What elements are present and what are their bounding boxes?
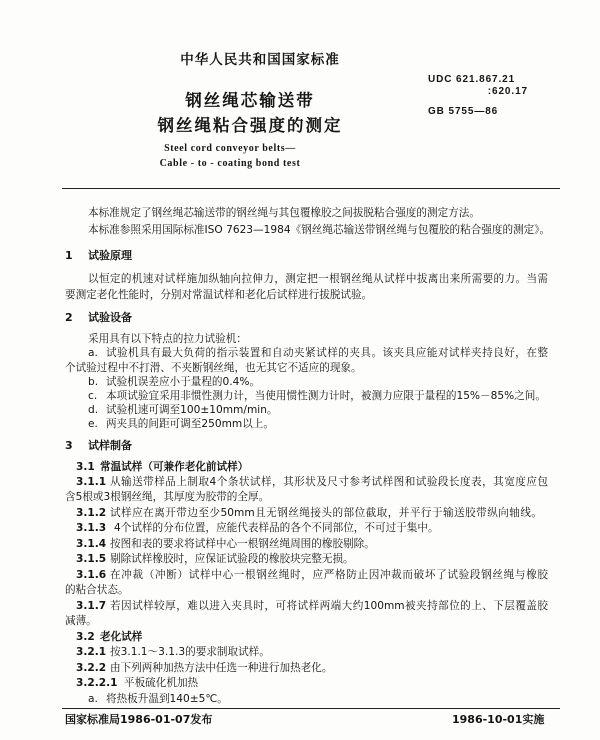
intro-paragraph-2: 本标准参照采用国际标准ISO 7623—1984《钢丝绳芯输送带钢丝绳与包覆胶的粘合强度的测定》。 [88,224,551,236]
list-item-text: 试验机速可调至100±10mm/min。 [106,404,278,416]
title-en-line-2: Cable - to - coating bond test [159,158,301,169]
clause-text: 含5根或3根钢丝绳，其厚度为胶带的全厚。 [65,491,270,503]
udc-code: UDC 621.867.21 [428,74,516,85]
section-1-heading: 试验原理 [88,249,132,262]
clause-number: 3.1.3 [76,522,107,534]
list-item-marker: c. [88,390,98,402]
list-item-text: 两夹具的间距可调至250mm以上。 [106,418,274,430]
list-item-text: 试验机具有最大负荷的指示装置和自动夹紧试样的夹具。该夹具应能对试样夹持良好，在整 [106,347,548,359]
section-1-number: 1 [65,249,73,262]
clause-text: 由下列两种加热方法中任选一种进行加热老化。 [110,662,333,674]
effective-date: 1986-10-01实施 [452,713,545,726]
header-divider [62,188,560,189]
clause-number: 3.1.1 [76,476,107,488]
title-en-line-1: Steel cord conveyor belts— [164,143,296,154]
title-cn-line-1: 钢丝绳芯输送带 [185,91,315,110]
clause-number: 3.2.2 [76,662,107,674]
issuer-title: 中华人民共和国国家标准 [180,52,340,68]
clause-text: 的粘合状态。 [65,584,129,596]
list-item-marker: a. [88,347,98,359]
clause-text: 平板硫化机加热 [124,677,199,689]
list-item-marker: b. [88,376,99,388]
list-item-text: 本项试验宜采用非惯性测力计，当使用惯性测力计时，被测力应限于量程的15%－85%之间。 [106,390,546,402]
clause-number: 3.1.4 [76,538,107,550]
list-item-marker: a. [88,693,98,705]
clause-number: 3.2.1 [76,646,107,658]
clause-text: 在冲裁（冲断）试样中心一根钢丝绳时，应严格防止因冲裁而破坏了试验段钢丝绳与橡胶 [110,569,548,581]
clause-number: 3.1.6 [76,569,107,581]
subsection-3-2-heading: 老化试样 [100,631,143,643]
udc-subcode: :620.17 [487,86,528,97]
section-1-line: 以恒定的机速对试样施加纵轴向拉伸力，测定把一根钢丝绳从试样中拔离出来所需要的力。当需 [88,273,548,285]
clause-text: 按3.1.1～3.1.3的要求制取试样。 [110,646,270,658]
clause-number: 3.1.5 [76,553,107,565]
clause-text: 若因试样较厚，难以进入夹具时，可将试样两端大约100mm被夹持部位的上、下层覆盖胶 [110,600,548,612]
intro-paragraph-1: 本标准规定了钢丝绳芯输送带的钢丝绳与其包覆橡胶之间拔脱粘合强度的测定方法。 [88,207,480,219]
section-3-number: 3 [65,439,73,452]
clause-number: 3.2.2.1 [76,677,118,689]
clause-number: 3.1.7 [76,600,107,612]
issue-date: 国家标准局1986-01-07发布 [65,713,213,726]
clause-number: 3.1.2 [76,507,107,519]
list-item-text: 将热板升温到140±5℃。 [106,693,228,705]
clause-text: 减薄。 [65,615,97,627]
list-item-text: 个试验过程中不打滑、不夹断钢丝绳，也无其它不适应的现象。 [65,362,362,374]
clause-text: 4个试样的分布位置，应能代表样品的各个不同部位，不可过于集中。 [114,522,439,534]
subsection-3-1-heading: 常温试样（可兼作老化前试样） [100,461,249,473]
section-2-lead: 采用具有以下特点的拉力试验机： [88,333,247,345]
footer-divider [62,708,560,709]
subsection-3-2-number: 3.2 [76,631,95,643]
section-3-heading: 试样制备 [88,439,132,452]
subsection-3-1-number: 3.1 [76,461,95,473]
section-2-heading: 试验设备 [88,311,132,324]
gb-number: GB 5755—86 [428,106,499,117]
section-1-line: 要测定老化性能时，分别对常温试样和老化后试样进行拔脱试验。 [65,289,373,301]
clause-text: 剔除试样橡胶时，应保证试验段的橡胶块完整无损。 [110,553,354,565]
list-item-marker: e. [88,418,98,430]
title-cn-line-2: 钢丝绳粘合强度的测定 [157,116,343,135]
list-item-marker: d. [88,404,99,416]
clause-text: 按图和表的要求将试样中心一根钢丝绳周围的橡胶剔除。 [110,538,375,550]
list-item-text: 试验机误差应小于量程的0.4%。 [106,376,261,388]
clause-text: 从输送带样品上制取4个条状试样，其形状及尺寸参考试样图和试验段长度表，其宽度应包 [110,476,548,488]
clause-text: 试样应在离开带边至少50mm且无钢丝绳接头的部位截取，并平行于输送胶带纵向轴线。 [110,507,542,519]
section-2-number: 2 [65,311,73,324]
